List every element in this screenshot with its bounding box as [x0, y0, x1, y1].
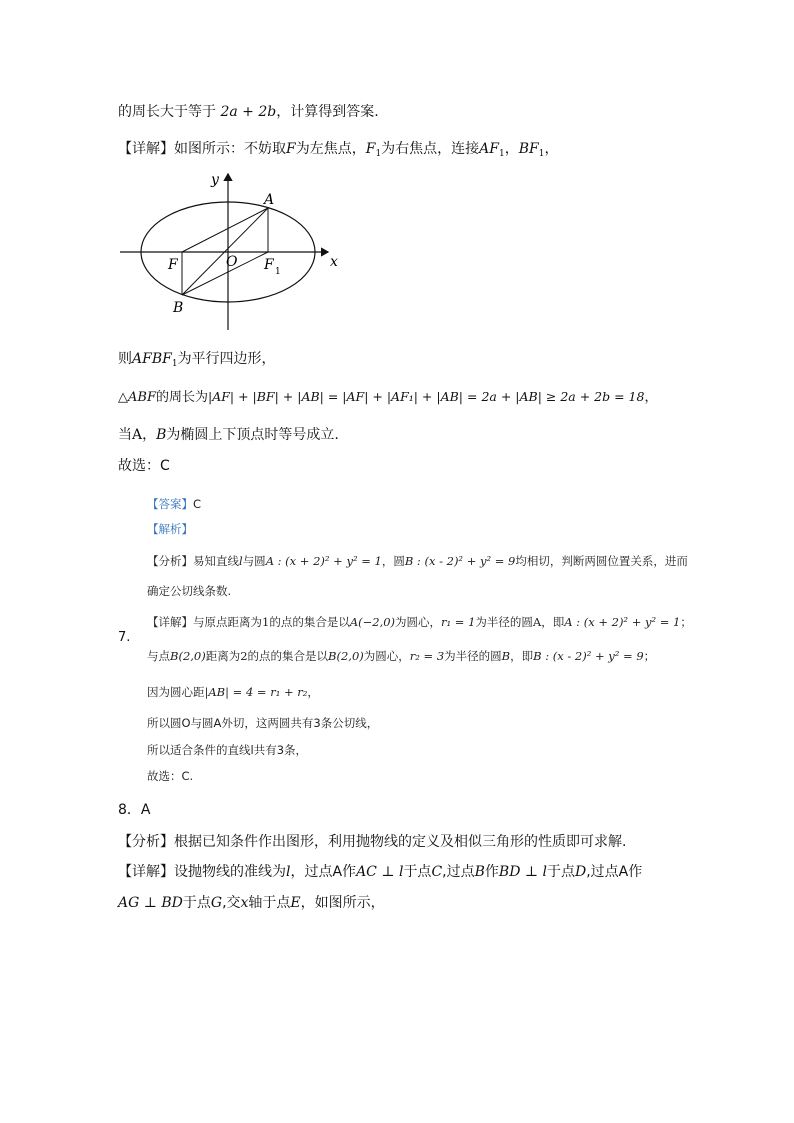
label-x: x — [330, 254, 338, 270]
q7-analysis-line — [147, 520, 193, 538]
q7-detail-line-5: 所以适合条件的直线l共有3条， — [147, 743, 308, 757]
q7-fenxi-circleA: A : (x + 2)² + y² = 1 — [265, 554, 382, 568]
q7-analysis-tag: 【解析】 — [147, 522, 193, 536]
q8-header: 8．A — [118, 802, 151, 818]
detail-AF1-sub: 1 — [499, 149, 505, 159]
q7-d2-3: 的点的集合是以 — [247, 649, 329, 663]
q7-d2-2: 距离为 — [205, 649, 241, 663]
q7-fenxi-4: 均相切，判断两圆位置关系，进而 — [515, 554, 688, 568]
prev-answer: 故选：C — [118, 458, 170, 474]
q7-answer-value: C — [193, 497, 202, 511]
q7-d1-4: 为半径的圆 — [475, 615, 533, 629]
detail-text-1: 如图所示：不妨取 — [174, 141, 286, 157]
intro-line — [118, 102, 379, 122]
q7-fenxi-1: 易知直线 — [193, 554, 239, 568]
eq-post: 为椭圆上下顶点时等号成立. — [166, 427, 339, 443]
q7-d1-A: A(−2,0) — [349, 615, 396, 629]
q7-fenxi-l: l — [239, 554, 243, 568]
detail-end: ， — [544, 141, 559, 157]
q8-detail-line-2 — [118, 893, 385, 913]
para-sub: 1 — [171, 359, 178, 369]
q8-l1-4: ,过点 — [442, 864, 475, 880]
ellipse-diagram — [118, 168, 358, 338]
detail-text-2: 为左焦点， — [295, 141, 366, 157]
q7-d3-1: 因为圆心距 — [147, 685, 205, 699]
para-pre: 则 — [118, 351, 132, 367]
para-math: AFBF — [132, 351, 172, 367]
detail-line — [118, 139, 558, 164]
q7-fenxi-line — [147, 552, 688, 570]
q7-fenxi-tag: 【分析】 — [147, 554, 193, 568]
q7-d2-r2: r₂ = 3 — [409, 649, 445, 663]
q7-d1-5: ，即 — [541, 615, 565, 629]
detail-F1: F — [365, 141, 376, 157]
q7-detail-line-3 — [147, 683, 319, 701]
q8-l1-BD: BD ⊥ l — [498, 864, 547, 880]
perim-end: ， — [644, 390, 658, 405]
q8-l2-x: x — [240, 895, 249, 911]
q8-l1-1: 设抛物线的准线为 — [174, 864, 286, 880]
eq-B: B — [156, 427, 167, 443]
perim-text: 的周长为 — [155, 390, 208, 405]
detail-F1-sub: 1 — [375, 149, 382, 159]
q7-answer-tag: 【答案】 — [147, 497, 193, 511]
q8-fenxi-tag: 【分析】 — [118, 834, 174, 850]
label-O: O — [226, 254, 238, 270]
q7-d2-6: ，即 — [510, 649, 534, 663]
q7-d2-B: B(2,0) — [170, 649, 206, 663]
q7-detail-line-6: 故选：C. — [147, 769, 194, 783]
detail-text-3: 为右焦点，连接 — [381, 141, 480, 157]
q8-detail-tag: 【详解】 — [118, 864, 174, 880]
q7-d2-Bname: B — [501, 649, 511, 663]
q7-d1-end: ； — [680, 615, 692, 629]
q7-number: 7. — [118, 630, 131, 645]
intro-tail: ，计算得到答案. — [276, 104, 379, 120]
label-F1: F — [264, 257, 274, 273]
q8-fenxi-line — [118, 832, 626, 852]
q7-d3-math: |AB| = 4 = r₁ + r₂ — [204, 685, 308, 699]
q8-l1-B: B — [474, 864, 485, 880]
q8-l1-C: C — [431, 864, 443, 880]
perimeter-line — [118, 387, 657, 408]
label-F1-sub: 1 — [275, 267, 281, 277]
q7-d2-1: 与点 — [147, 649, 170, 663]
q8-l1-2: ，过点A作 — [290, 864, 357, 880]
intro-math: 2a + 2b — [220, 104, 277, 120]
q7-d1-3: 为圆心， — [395, 615, 442, 629]
segment-BF1 — [182, 252, 268, 295]
q7-fenxi-circleB: B : (x - 2)² + y² = 9 — [404, 554, 516, 568]
label-y: y — [211, 172, 219, 188]
q8-l2-4: ，如图所示， — [300, 895, 385, 911]
eq-A: A — [132, 427, 143, 443]
q8-l2-2: ,交 — [222, 895, 241, 911]
detail-F: F — [286, 141, 296, 157]
detail-BF1-sub: 1 — [538, 149, 545, 159]
q7-d2-5: 为半径的圆 — [444, 649, 502, 663]
para-post: 为平行四边形， — [177, 351, 276, 367]
q7-d2-4: 为圆心， — [363, 649, 410, 663]
q8-l2-E: E — [290, 895, 301, 911]
q8-l1-l: l — [286, 864, 291, 880]
q7-d2-end: ； — [643, 649, 656, 663]
q7-answer-line — [147, 495, 201, 513]
q8-l1-7: ,过点A作 — [586, 864, 643, 880]
detail-BF1: BF — [518, 141, 539, 157]
q8-l2-3: 轴于点 — [248, 895, 291, 911]
parallelogram-line — [118, 349, 276, 374]
label-F: F — [168, 257, 178, 273]
perim-triangle: △ABF — [118, 390, 156, 405]
q8-l1-6: 于点 — [546, 864, 575, 880]
q8-l2-G: G — [210, 895, 223, 911]
q8-l2-1: 于点 — [182, 895, 211, 911]
q8-l1-D: D — [574, 864, 587, 880]
q7-d1-1: 与原点距离为 — [193, 615, 262, 629]
label-B: B — [173, 300, 184, 316]
q7-fenxi-line-2: 确定公切线条数. — [147, 584, 232, 598]
q7-d1-Aname: A — [532, 615, 542, 629]
intro-text: 的周长大于等于 — [118, 104, 216, 120]
q8-l2-AG: AG ⊥ BD — [118, 895, 183, 911]
segment-AF — [182, 208, 268, 252]
q7-detail-line-1 — [147, 613, 692, 631]
q7-d1-r1: r₁ = 1 — [441, 615, 476, 629]
q7-d3-end: ， — [307, 685, 319, 699]
q7-detail-line-4: 所以圆O与圆A外切，这两圆共有3条公切线， — [147, 716, 379, 730]
detail-sep: ， — [504, 141, 519, 157]
q8-l1-5: 作 — [484, 864, 499, 880]
q8-l1-3: 于点 — [403, 864, 432, 880]
q8-fenxi-text: 根据已知条件作出图形，利用抛物线的定义及相似三角形的性质即可求解. — [174, 834, 627, 850]
eq-sep: ， — [142, 427, 157, 443]
label-A: A — [264, 192, 275, 208]
q8-l1-AC: AC ⊥ l — [356, 864, 404, 880]
q7-detail-tag: 【详解】 — [147, 615, 193, 629]
perim-math: |AF| + |BF| + |AB| = |AF| + |AF₁| + |AB| = 2a + |AB| ≥ 2a + 2b = 18 — [207, 389, 645, 404]
q7-fenxi-2: 与圆 — [242, 554, 266, 568]
eq-pre: 当 — [118, 427, 132, 443]
q7-d1-one: 1 — [262, 615, 270, 629]
q8-detail-line-1 — [118, 862, 642, 882]
q7-d2-eq: B : (x - 2)² + y² = 9 — [533, 649, 644, 663]
detail-tag: 【详解】 — [118, 141, 174, 157]
q7-d1-eq: A : (x + 2)² + y² = 1 — [564, 615, 681, 629]
q7-fenxi-3: ，圆 — [381, 554, 405, 568]
q7-d2-two: 2 — [240, 649, 248, 663]
q7-detail-line-2 — [147, 647, 655, 665]
q7-d1-2: 的点的集合是以 — [269, 615, 350, 629]
equality-line — [118, 425, 339, 445]
q7-d2-B2: B(2,0) — [328, 649, 364, 663]
detail-AF1: AF — [479, 141, 499, 157]
